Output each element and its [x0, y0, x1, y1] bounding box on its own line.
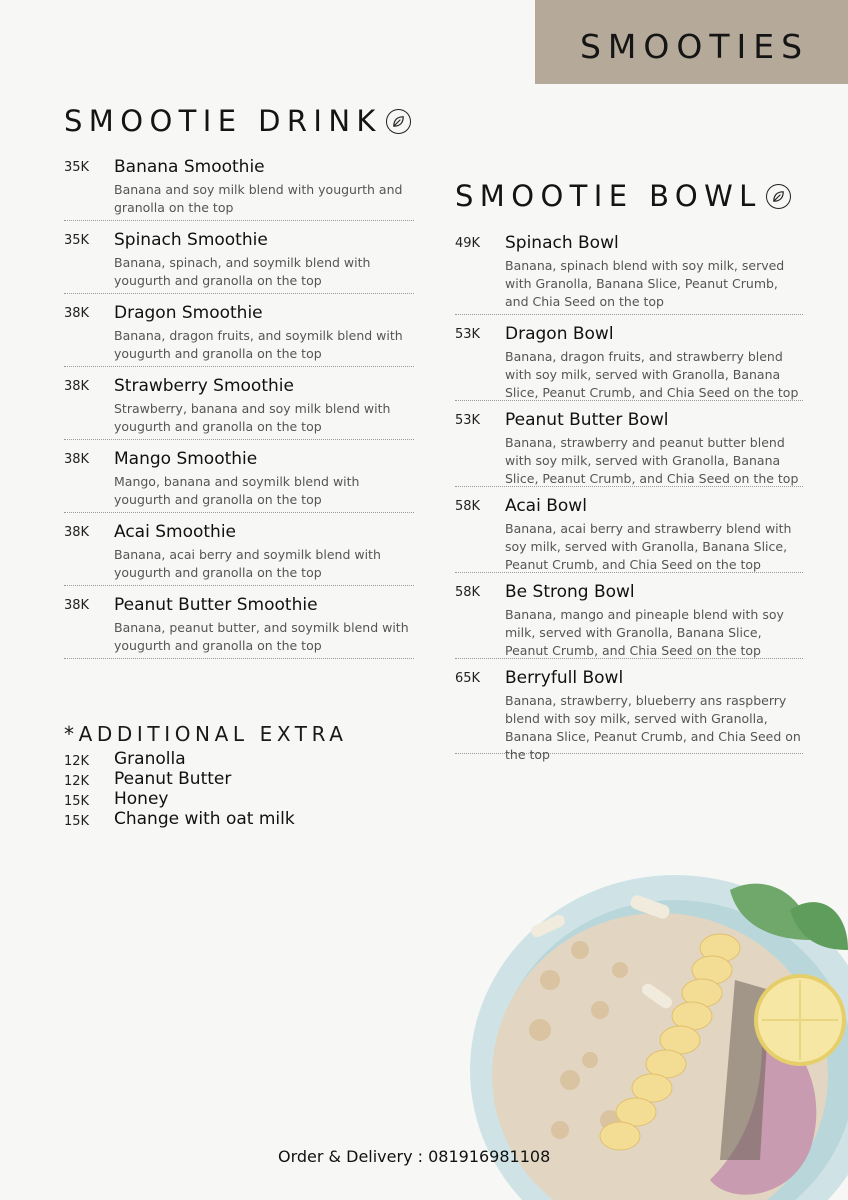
item-description: Banana, spinach, and soymilk blend with yougurth and granolla on the top	[114, 255, 371, 288]
item-price: 35K	[64, 233, 90, 248]
leaf-icon	[766, 184, 791, 209]
leaf-icon	[386, 109, 411, 134]
extra-name: Granolla	[114, 749, 186, 769]
item-description: Banana, strawberry, blueberry ans raspberry blend with soy milk, served with Granolla, Banana Slice, Peanut Crumb, and Chia Seed on the top	[505, 693, 801, 762]
drinks-menu	[64, 157, 414, 668]
item-description: Banana, dragon fruits, and strawberry blend with soy milk, served with Granolla, Banana Slice, Peanut Crumb, and Chia Seed on the top	[505, 349, 799, 400]
item-description: Banana, spinach blend with soy milk, served with Granolla, Banana Slice, Peanut Crumb, and Chia Seed on the top	[505, 258, 785, 309]
section-tag-label: SMOOTIES	[579, 26, 810, 66]
extra-name: Change with oat milk	[114, 809, 295, 829]
menu-item	[64, 303, 414, 367]
item-price: 53K	[455, 413, 481, 428]
item-description: Banana, acai berry and strawberry blend with soy milk, served with Granolla, Banana Slice, Peanut Crumb, and Chia Seed on the top	[505, 521, 792, 572]
item-description: Banana, strawberry and peanut butter blend with soy milk, served with Granolla, Banana Slice, Peanut Crumb, and Chia Seed on the top	[505, 435, 799, 486]
extra-name: Honey	[114, 789, 169, 809]
item-name: Mango Smoothie	[114, 449, 258, 469]
item-description: Banana, peanut butter, and soymilk blend with yougurth and granolla on the top	[114, 620, 409, 653]
item-name: Spinach Bowl	[505, 233, 619, 253]
item-name: Peanut Butter Bowl	[505, 410, 669, 430]
menu-item	[455, 324, 803, 401]
drinks-title	[64, 104, 411, 138]
bowls-menu	[455, 233, 803, 763]
menu-item	[64, 376, 414, 440]
item-price: 38K	[64, 598, 90, 613]
item-name: Strawberry Smoothie	[114, 376, 294, 396]
menu-item	[455, 582, 803, 659]
item-name: Peanut Butter Smoothie	[114, 595, 318, 615]
extra-price: 12K	[64, 774, 90, 789]
extra-item	[64, 789, 364, 809]
drinks-title-text: SMOOTIE DRINK	[64, 104, 382, 138]
menu-item	[455, 496, 803, 573]
item-price: 35K	[64, 160, 90, 175]
item-price: 58K	[455, 499, 481, 514]
item-description: Mango, banana and soymilk blend with yougurth and granolla on the top	[114, 474, 360, 507]
item-name: Berryfull Bowl	[505, 668, 624, 688]
menu-item	[64, 230, 414, 294]
bowls-title-text: SMOOTIE BOWL	[455, 179, 762, 213]
menu-item	[455, 233, 803, 315]
item-name: Spinach Smoothie	[114, 230, 268, 250]
item-description: Banana, mango and pineaple blend with soy milk, served with Granolla, Banana Slice, Peanut Crumb, and Chia Seed on the top	[505, 607, 784, 658]
item-description: Banana, acai berry and soymilk blend with yougurth and granolla on the top	[114, 547, 381, 580]
extra-price: 15K	[64, 814, 90, 829]
item-name: Dragon Bowl	[505, 324, 614, 344]
item-price: 65K	[455, 671, 481, 686]
menu-item	[455, 668, 803, 762]
extras-list	[64, 749, 364, 829]
bowls-title	[455, 179, 791, 213]
item-price: 38K	[64, 306, 90, 321]
item-name: Dragon Smoothie	[114, 303, 263, 323]
item-name: Be Strong Bowl	[505, 582, 635, 602]
section-tag	[535, 0, 848, 84]
item-price: 38K	[64, 525, 90, 540]
extra-price: 15K	[64, 794, 90, 809]
item-price: 58K	[455, 585, 481, 600]
item-price: 38K	[64, 379, 90, 394]
menu-item	[64, 157, 414, 221]
menu-item	[64, 522, 414, 586]
item-description: Strawberry, banana and soy milk blend with yougurth and granolla on the top	[114, 401, 391, 434]
extra-item	[64, 749, 364, 769]
item-description: Banana and soy milk blend with yougurth and granolla on the top	[114, 182, 403, 215]
item-price: 53K	[455, 327, 481, 342]
extra-name: Peanut Butter	[114, 769, 232, 789]
menu-item	[455, 410, 803, 487]
item-name: Acai Bowl	[505, 496, 587, 516]
item-name: Acai Smoothie	[114, 522, 236, 542]
extra-item	[64, 769, 364, 789]
extra-price: 12K	[64, 754, 90, 769]
item-price: 49K	[455, 236, 481, 251]
extras-title: *ADDITIONAL EXTRA	[64, 722, 348, 746]
extra-item	[64, 809, 364, 829]
item-description: Banana, dragon fruits, and soymilk blend with yougurth and granolla on the top	[114, 328, 403, 361]
contact-footer: Order & Delivery : 081916981108	[278, 1147, 551, 1166]
menu-item	[64, 595, 414, 659]
menu-item	[64, 449, 414, 513]
item-price: 38K	[64, 452, 90, 467]
item-name: Banana Smoothie	[114, 157, 265, 177]
